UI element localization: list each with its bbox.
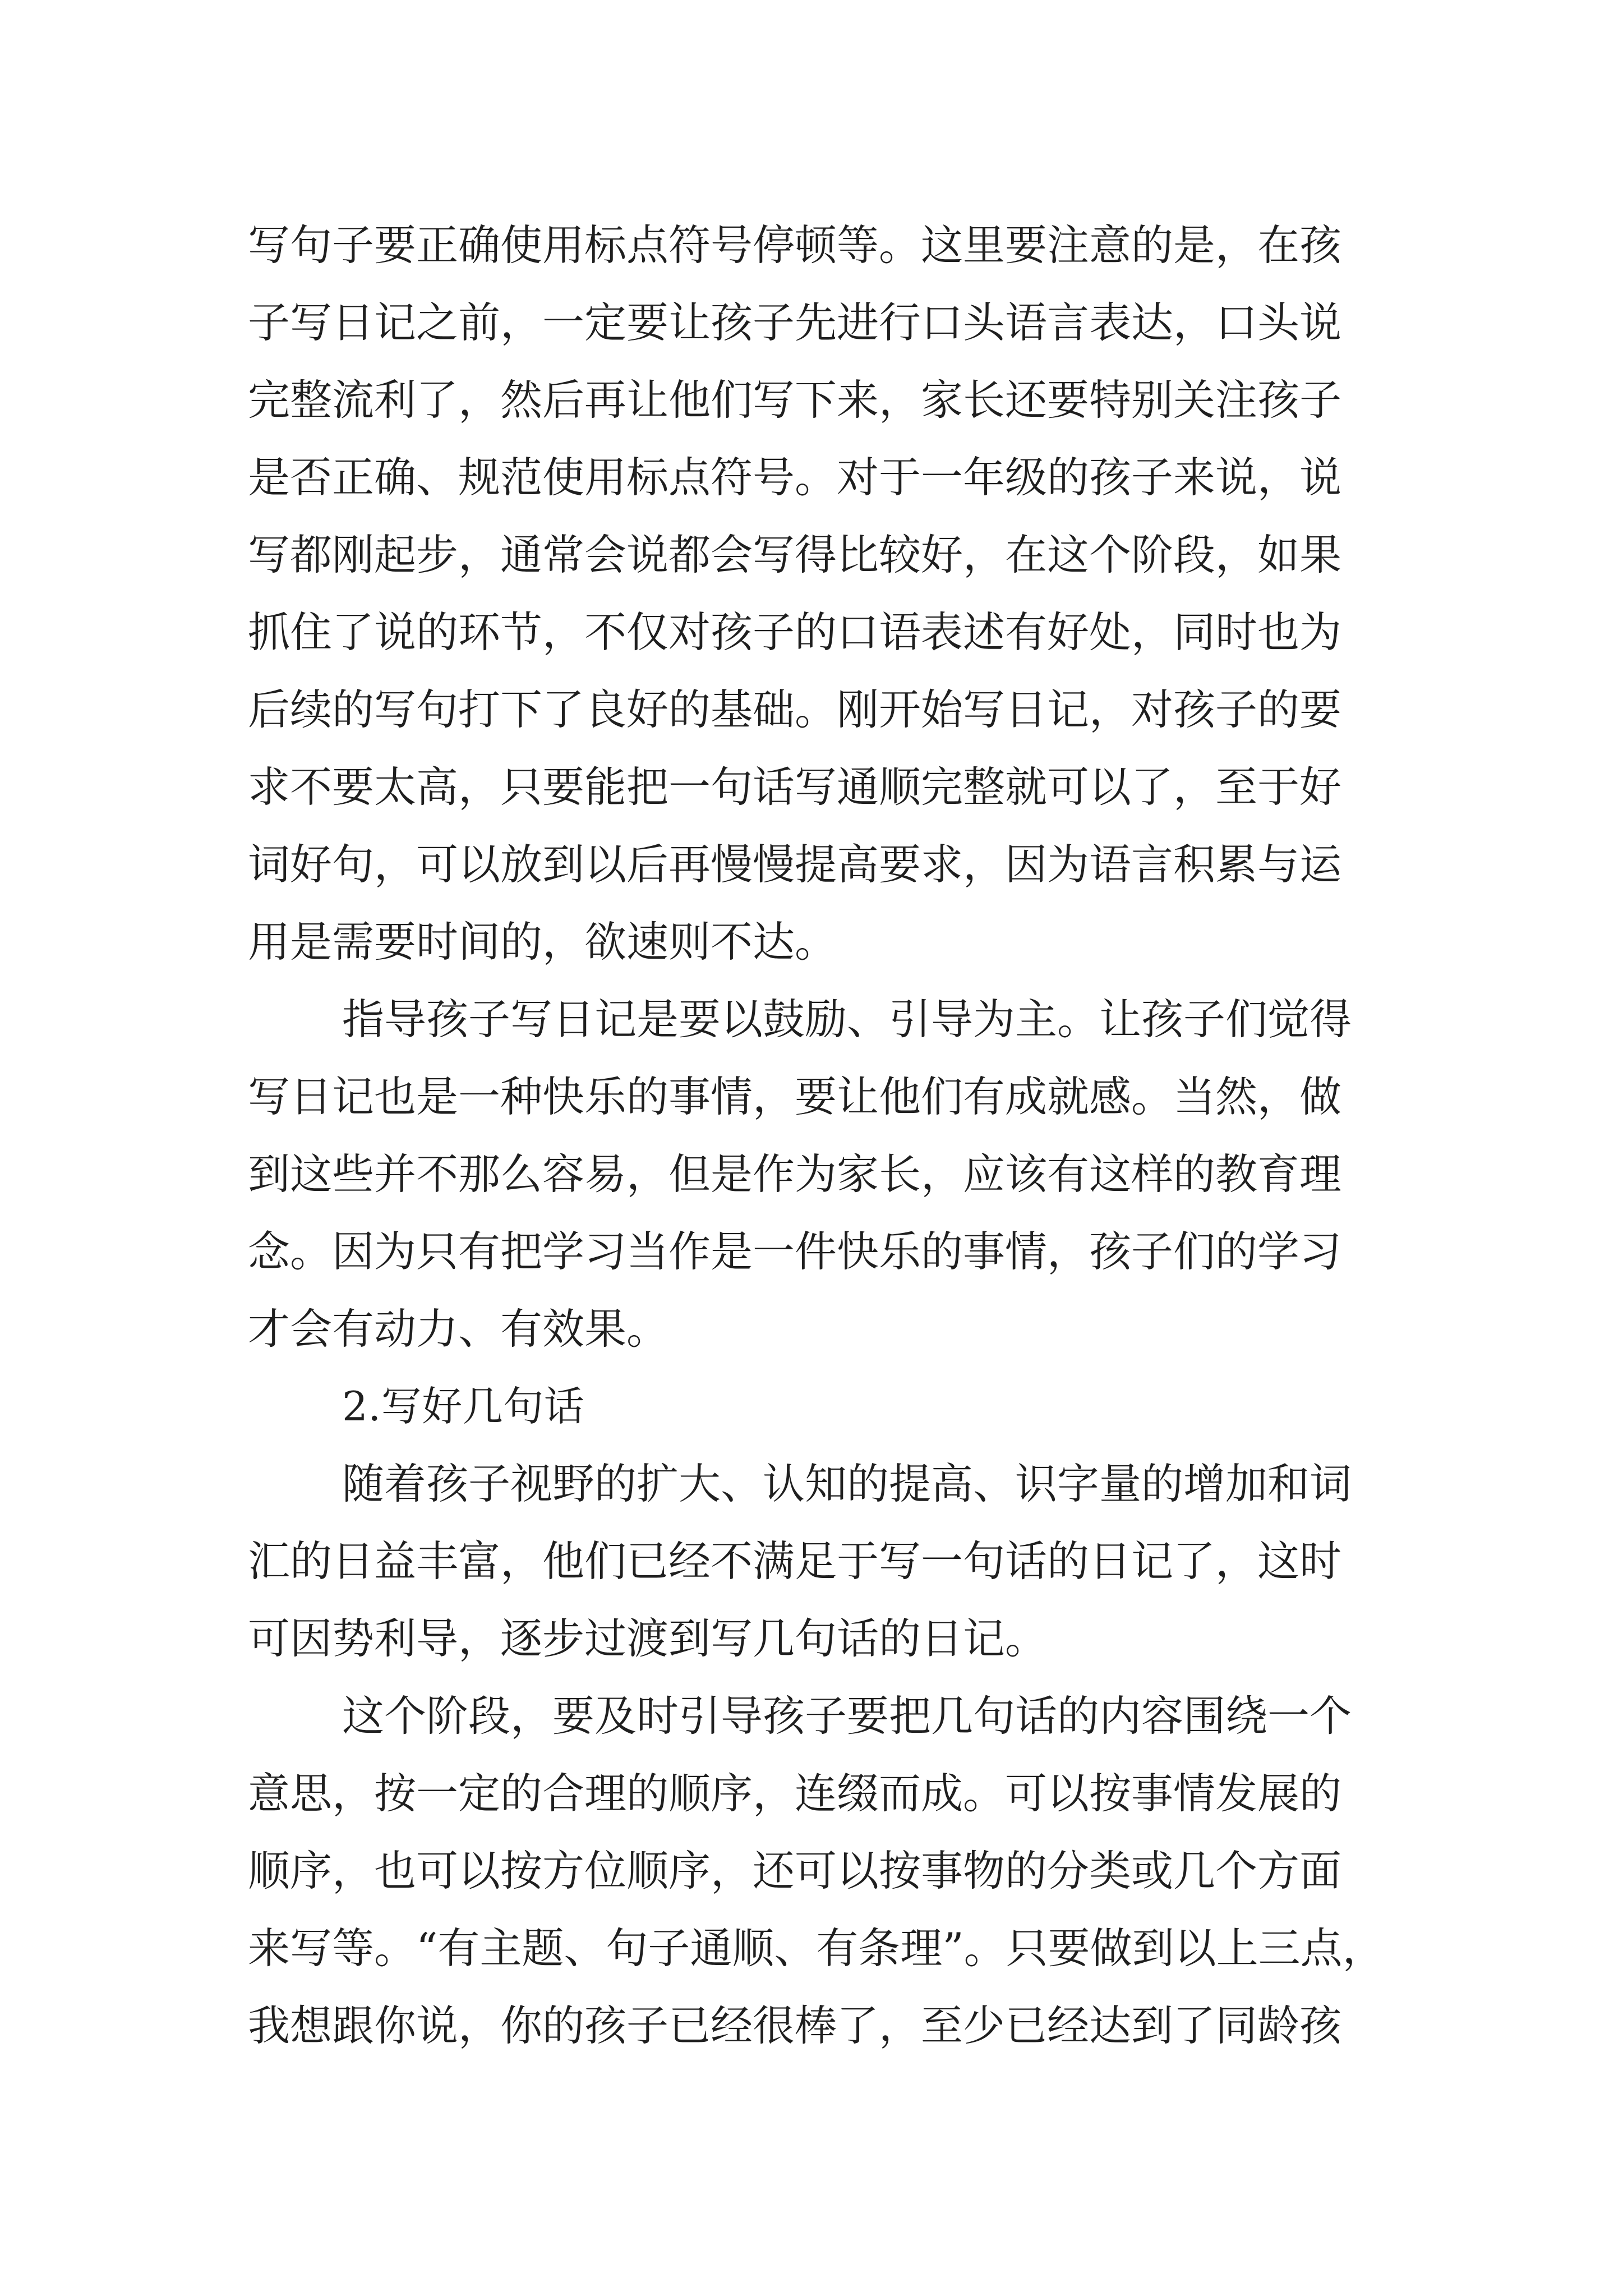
text-line: 我想跟你说，你的孩子已经很棒了，至少已经达到了同龄孩 [248,2001,1342,2050]
section-heading: 2.写好几句话 [342,1383,585,1430]
text-line: 写句子要正确使用标点符号停顿等。这里要注意的是，在孩 [248,220,1342,270]
text-line: 抓住了说的环节，不仅对孩子的口语表述有好处，同时也为 [248,608,1342,657]
text-line: 用是需要时间的，欲速则不达。 [248,917,837,967]
text-line: 可因势利导，逐步过渡到写几句话的日记。 [248,1614,1048,1663]
text-line: 写日记也是一种快乐的事情，要让他们有成就感。当然，做 [248,1072,1342,1121]
text-line: 意思，按一定的合理的顺序，连缀而成。可以按事情发展的 [248,1769,1342,1818]
text-line: 顺序，也可以按方位顺序，还可以按事物的分类或几个方面 [248,1846,1342,1895]
paragraph-first-line: 随着孩子视野的扩大、认知的提高、识字量的增加和词 [342,1459,1352,1508]
text-line: 写都刚起步，通常会说都会写得比较好，在这个阶段，如果 [248,530,1342,579]
document-page [248,212,1385,2231]
text-line: 汇的日益丰富，他们已经不满足于写一句话的日记了，这时 [248,1536,1342,1586]
text-line: 完整流利了，然后再让他们写下来，家长还要特别关注孩子 [248,375,1342,425]
paragraph-first-line: 指导孩子写日记是要以鼓励、引导为主。让孩子们觉得 [342,995,1352,1044]
paragraph-first-line: 这个阶段，要及时引导孩子要把几句话的内容围绕一个 [342,1691,1352,1741]
text-line: 才会有动力、有效果。 [248,1304,669,1354]
text-line: 子写日记之前，一定要让孩子先进行口头语言表达，口头说 [248,298,1342,347]
text-line: 后续的写句打下了良好的基础。刚开始写日记，对孩子的要 [248,685,1342,734]
text-line: 到这些并不那么容易，但是作为家长，应该有这样的教育理 [248,1149,1342,1199]
text-line: 来写等。“有主题、句子通顺、有条理”。只要做到以上三点， [248,1924,1385,1973]
text-line: 求不要太高，只要能把一句话写通顺完整就可以了，至于好 [248,762,1342,812]
text-line: 词好句，可以放到以后再慢慢提高要求，因为语言积累与运 [248,840,1342,889]
text-line: 是否正确、规范使用标点符号。对于一年级的孩子来说，说 [248,453,1342,502]
text-line: 念。因为只有把学习当作是一件快乐的事情，孩子们的学习 [248,1227,1342,1276]
